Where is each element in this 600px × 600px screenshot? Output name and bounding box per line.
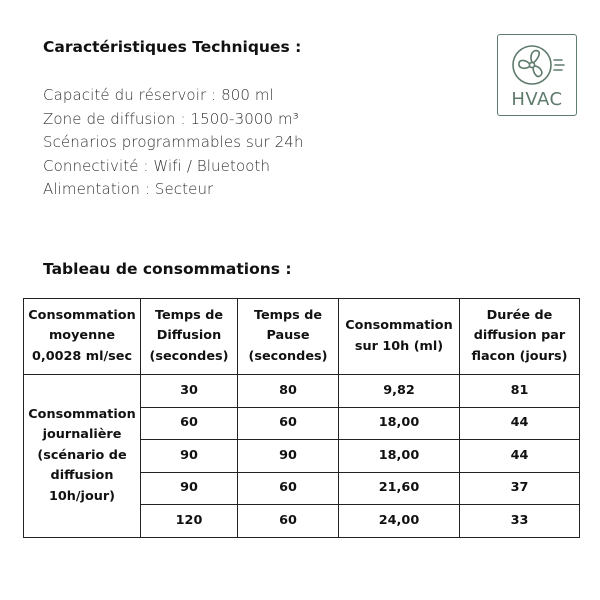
cell-consumption: 21,60 (339, 472, 460, 505)
cell-consumption: 9,82 (339, 375, 460, 408)
specs-title: Caractéristiques Techniques : (43, 38, 302, 56)
header-diffusion-time: Temps de Diffusion (secondes) (141, 299, 238, 375)
cell-diffusion: 90 (141, 472, 238, 505)
cell-duration: 44 (460, 440, 580, 473)
cell-duration: 37 (460, 472, 580, 505)
row-label-daily-consumption: Consommation journalière (scénario de diffusion 10h/jour) (24, 375, 141, 538)
cell-duration: 33 (460, 505, 580, 538)
cell-diffusion: 60 (141, 407, 238, 440)
hvac-logo (497, 34, 577, 116)
fan-icon (510, 43, 566, 87)
cell-duration: 81 (460, 375, 580, 408)
cell-pause: 60 (238, 407, 339, 440)
header-consumption-10h: Consommation sur 10h (ml) (339, 299, 460, 375)
cell-consumption: 24,00 (339, 505, 460, 538)
cell-diffusion: 90 (141, 440, 238, 473)
spec-power: Alimentation : Secteur (43, 180, 214, 198)
cell-consumption: 18,00 (339, 440, 460, 473)
table-row (24, 375, 580, 408)
table-header-row (24, 299, 580, 375)
cell-diffusion: 120 (141, 505, 238, 538)
spec-diffusion-zone: Zone de diffusion : 1500-3000 m³ (43, 109, 299, 128)
cell-consumption: 18,00 (339, 407, 460, 440)
spec-connectivity: Connectivité : Wifi / Bluetooth (43, 156, 271, 175)
cell-pause: 60 (238, 505, 339, 538)
cell-diffusion: 30 (141, 375, 238, 408)
consumption-table (23, 298, 580, 538)
spec-capacity: Capacité du réservoir : 800 ml (43, 86, 274, 104)
header-consumption-avg: Consommation moyenne 0,0028 ml/sec (24, 299, 141, 375)
cell-pause: 90 (238, 440, 339, 473)
cell-pause: 60 (238, 472, 339, 505)
header-duration-per-bottle: Durée de diffusion par flacon (jours) (460, 299, 580, 375)
specs-list (43, 84, 304, 202)
cell-duration: 44 (460, 407, 580, 440)
header-pause-time: Temps de Pause (secondes) (238, 299, 339, 375)
logo-text: HVAC (511, 89, 563, 110)
cell-pause: 80 (238, 375, 339, 408)
spec-scenarios: Scénarios programmables sur 24h (43, 133, 304, 151)
table-title: Tableau de consommations : (43, 260, 292, 278)
